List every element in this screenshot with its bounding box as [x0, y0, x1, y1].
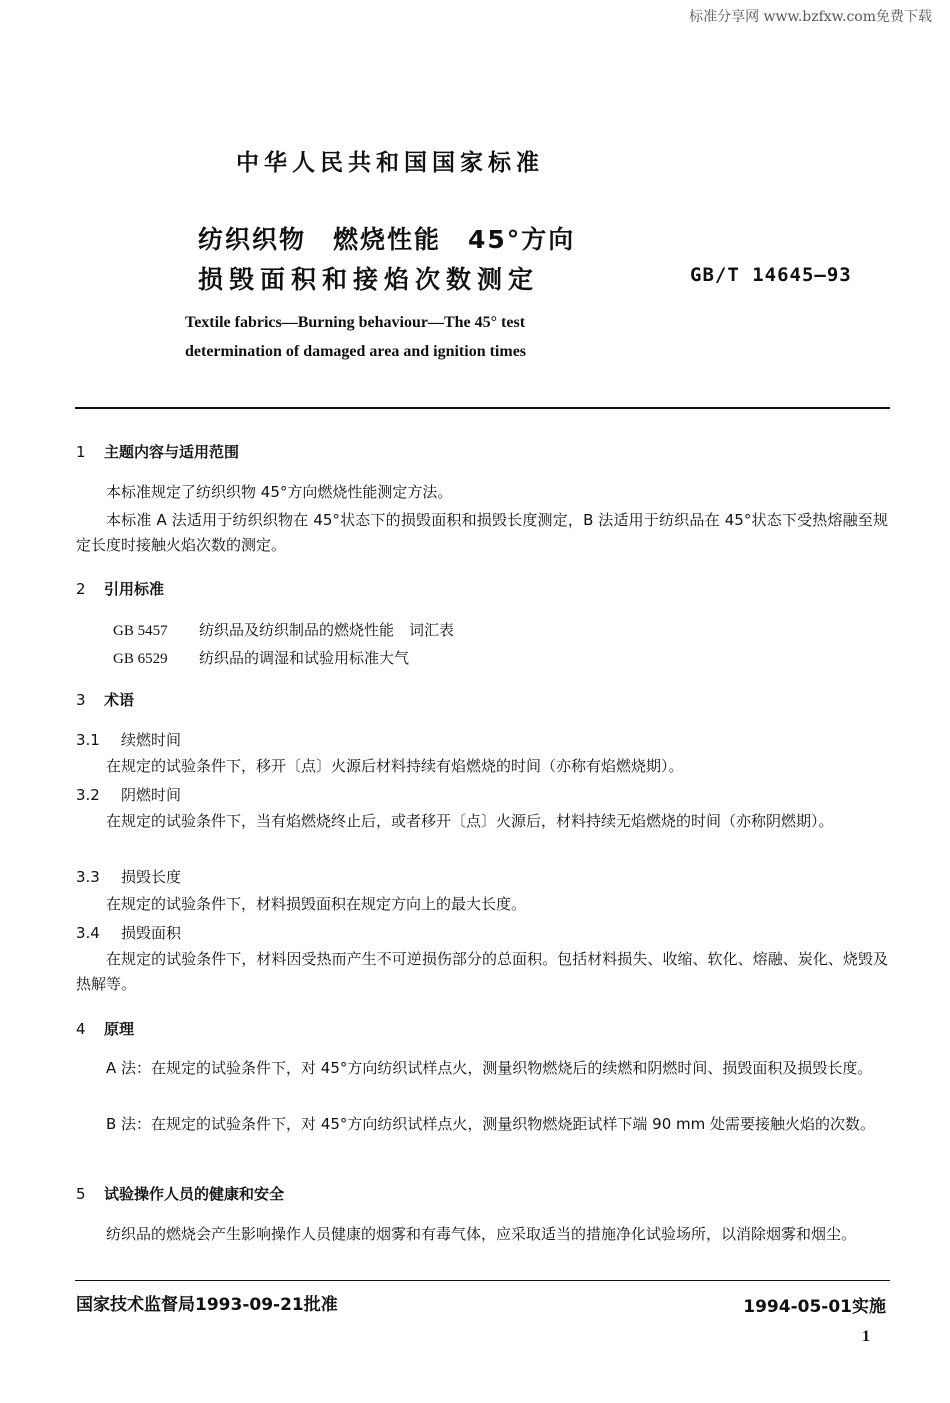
term-3-1-definition: 在规定的试验条件下，移开〔点〕火源后材料持续有焰燃烧的时间（亦称有焰燃烧期）。 — [106, 757, 684, 775]
section-number: 5 — [76, 1185, 86, 1203]
term-number: 3.3 — [76, 868, 100, 886]
header-divider — [75, 407, 890, 409]
section-1-paragraph-2: 本标准 A 法适用于纺织织物在 45°状态下的损毁面积和损毁长度测定，B 法适用于纺织品在 45°状态下受热熔融至规定长度时接触火焰次数的测定。 — [76, 511, 888, 554]
term-3-2-definition: 在规定的试验条件下，当有焰燃烧终止后，或者移开〔点〕火源后，材料持续无焰燃烧的时间（亦称阴燃期）。 — [106, 812, 834, 830]
term-3-4-heading — [76, 922, 181, 943]
section-2-heading — [76, 578, 164, 599]
section-number: 3 — [76, 691, 86, 709]
section-title: 主题内容与适用范围 — [104, 443, 240, 461]
term-3-1-heading — [76, 729, 181, 750]
title-cn-line1: 纺织织物 燃烧性能 45°方向 — [198, 225, 576, 254]
section-title: 术语 — [104, 691, 135, 709]
reference-text: 纺织品的调湿和试验用标准大气 — [199, 649, 410, 667]
term-name: 损毁面积 — [121, 924, 182, 942]
title-en-line1: Textile fabrics—Burning behaviour—The 45° test — [185, 314, 526, 331]
section-title: 引用标准 — [104, 580, 165, 598]
reference-code: GB 6529 — [113, 651, 168, 667]
standard-code: GB/T 14645—93 — [690, 264, 852, 286]
section-number: 2 — [76, 580, 86, 598]
section-5-heading — [76, 1183, 284, 1204]
section-number: 1 — [76, 443, 86, 461]
reference-item — [113, 647, 409, 668]
effective-date: 1994-05-01实施 — [743, 1297, 886, 1317]
section-1-heading — [76, 441, 239, 462]
term-3-3-definition: 在规定的试验条件下，材料损毁面积在规定方向上的最大长度。 — [106, 895, 527, 913]
section-4-paragraph-2: B 法：在规定的试验条件下，对 45°方向纺织试样点火，测量织物燃烧距试样下端 90 mm 处需要接触火焰的次数。 — [106, 1115, 876, 1133]
term-number: 3.2 — [76, 786, 100, 804]
term-3-4-definition: 在规定的试验条件下，材料因受热而产生不可逆损伤部分的总面积。包括材料损失、收缩、软化、熔融、炭化、烧毁及热解等。 — [76, 950, 888, 993]
page-number: 1 — [862, 1328, 870, 1345]
section-5-paragraph-1: 纺织品的燃烧会产生影响操作人员健康的烟雾和有毒气体，应采取适当的措施净化试验场所，以消除烟雾和烟尘。 — [106, 1225, 857, 1243]
section-number: 4 — [76, 1020, 86, 1038]
section-4-paragraph-1: A 法：在规定的试验条件下，对 45°方向纺织试样点火，测量织物燃烧后的续燃和阴燃时间、损毁面积及损毁长度。 — [106, 1059, 873, 1077]
approval-date: 国家技术监督局1993-09-21批准 — [76, 1295, 338, 1315]
section-title: 试验操作人员的健康和安全 — [104, 1185, 285, 1203]
section-3-heading — [76, 689, 134, 710]
term-name: 续燃时间 — [121, 731, 182, 749]
footer-divider — [75, 1280, 890, 1281]
term-number: 3.1 — [76, 731, 100, 749]
section-title: 原理 — [104, 1020, 135, 1038]
term-name: 阴燃时间 — [121, 786, 182, 804]
term-3-3-heading — [76, 866, 181, 887]
term-3-2-heading — [76, 784, 181, 805]
reference-text: 纺织品及纺织制品的燃烧性能 词汇表 — [199, 621, 455, 639]
standard-type: 中华人民共和国国家标准 — [236, 150, 544, 176]
title-en-line2: determination of damaged area and ignition times — [185, 343, 527, 360]
section-1-paragraph-1: 本标准规定了纺织织物 45°方向燃烧性能测定方法。 — [106, 483, 453, 501]
term-name: 损毁长度 — [121, 868, 182, 886]
reference-code: GB 5457 — [113, 623, 168, 639]
term-number: 3.4 — [76, 924, 100, 942]
section-4-heading — [76, 1018, 134, 1039]
reference-item — [113, 619, 454, 640]
watermark: 标准分享网 www.bzfxw.com免费下载 — [689, 9, 932, 25]
title-cn-line2: 损毁面积和接焰次数测定 — [198, 265, 540, 294]
